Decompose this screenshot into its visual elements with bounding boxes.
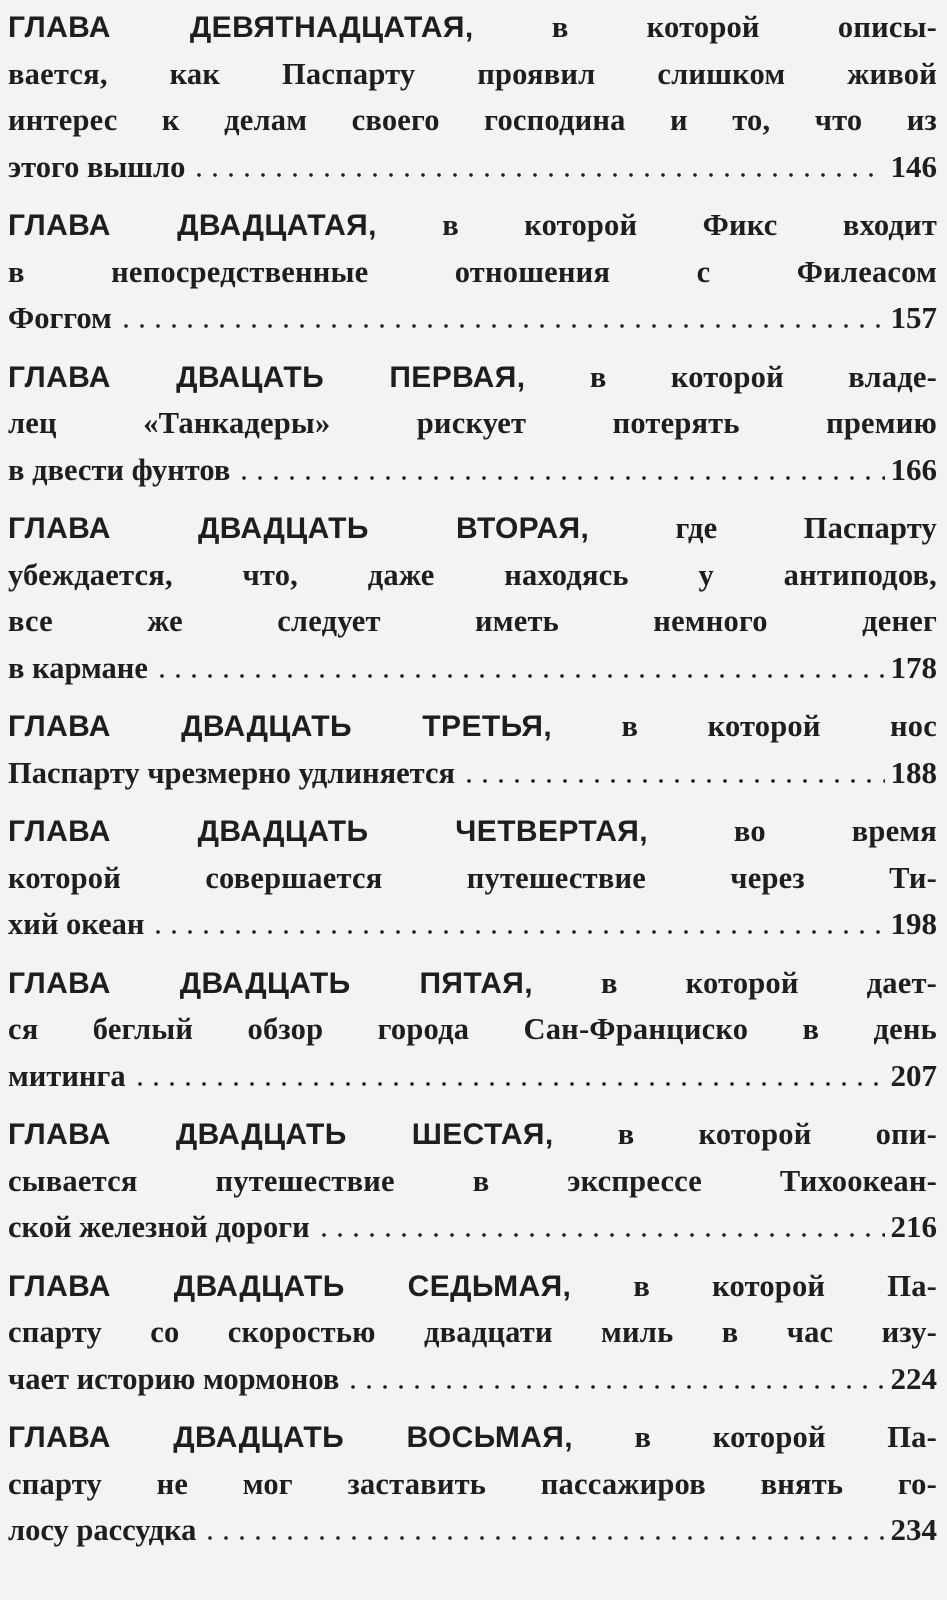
toc-entry-last-line: [8, 295, 937, 342]
chapter-description: во время: [733, 814, 937, 848]
chapter-description: в которой описы-: [551, 10, 937, 44]
dot-leader: [345, 1384, 884, 1390]
chapter-description: которой совершается путешествие через Ти-: [8, 860, 937, 895]
chapter-description: в которой Фикс входит: [442, 208, 937, 242]
chapter-description: в которой опи-: [617, 1117, 937, 1151]
page-number[interactable]: 146: [890, 148, 937, 184]
chapter-description: ся беглый обзор города Сан-Франциско в день: [8, 1012, 937, 1046]
chapter-description-line: [8, 1461, 937, 1508]
toc-entry-first-line: [8, 1414, 937, 1461]
chapter-description-line: [8, 97, 937, 144]
toc-entry-first-line: [8, 960, 937, 1007]
toc-entry-last-line: [8, 447, 937, 494]
chapter-description: в которой дает-: [600, 965, 937, 1000]
dot-leader: [202, 1535, 884, 1541]
chapter-description: ской железной дороги: [8, 1210, 310, 1244]
chapter-description: в которой Па-: [633, 1268, 937, 1303]
dot-leader: [132, 1081, 885, 1087]
toc-entry-first-line: [8, 202, 937, 249]
chapter-description: вается, как Паспарту проявил слишком живой: [8, 56, 937, 91]
toc-entry-last-line: [8, 144, 937, 191]
toc-entry-first-line: [8, 354, 937, 401]
page-number[interactable]: 224: [890, 1360, 937, 1396]
page-number[interactable]: 207: [890, 1057, 937, 1093]
chapter-description: в которой владе-: [589, 359, 937, 394]
toc-entry-last-line: [8, 1507, 937, 1554]
chapter-heading: ГЛАВА ДВАДЦАТЬ ШЕСТАЯ,: [8, 1118, 554, 1151]
toc-entry[interactable]: [8, 703, 937, 796]
toc-entry[interactable]: [8, 202, 937, 342]
chapter-heading: ГЛАВА ДВАДЦАТАЯ,: [8, 209, 377, 242]
chapter-description: спарту со скоростью двадцати миль в час изу-: [8, 1315, 937, 1349]
toc-entry-first-line: [8, 505, 937, 552]
toc-entry-last-line: [8, 1356, 937, 1403]
dot-leader: [316, 1232, 885, 1238]
dot-leader: [154, 673, 885, 679]
chapter-description: интерес к делам своего господина и то, что из: [8, 103, 937, 137]
chapter-description-line: [8, 855, 937, 902]
dot-leader: [118, 323, 885, 329]
toc-entry-last-line: [8, 750, 937, 797]
chapter-heading: ГЛАВА ДВАДЦАТЬ СЕДЬМАЯ,: [8, 1269, 572, 1303]
chapter-description: митинга: [8, 1058, 126, 1093]
chapter-description: все же следует иметь немного денег: [8, 604, 937, 638]
dot-leader: [236, 475, 884, 481]
toc-entry-first-line: [8, 703, 937, 750]
chapter-description: в двести фунтов: [8, 452, 231, 487]
toc-entry-last-line: [8, 1053, 937, 1100]
chapter-heading: ГЛАВА ДВАДЦАТЬ ВОСЬМАЯ,: [8, 1421, 574, 1454]
chapter-description: в которой нос: [621, 709, 937, 743]
page-number[interactable]: 157: [890, 300, 937, 335]
chapter-heading: ГЛАВА ДЕВЯТНАДЦАТАЯ,: [8, 11, 474, 44]
page-number[interactable]: 188: [890, 754, 937, 790]
toc-entry-first-line: [8, 4, 937, 51]
toc-entry-last-line: [8, 645, 937, 692]
chapter-description: чает историю мормонов: [8, 1361, 340, 1396]
page-number[interactable]: 166: [890, 451, 937, 487]
chapter-heading: ГЛАВА ДВАДЦАТЬ ТРЕТЬЯ,: [8, 710, 553, 743]
chapter-description: сывается путешествие в экспрессе Тихоокеан-: [8, 1163, 937, 1198]
toc-entry[interactable]: [8, 4, 937, 190]
chapter-description-line: [8, 1006, 937, 1053]
chapter-heading: ГЛАВА ДВАДЦАТЬ ВТОРАЯ,: [8, 512, 590, 545]
chapter-description-line: [8, 598, 937, 645]
chapter-description: в непосредственные отношения с Филеасом: [8, 254, 937, 289]
chapter-description: спарту не мог заставить пассажиров внять го-: [8, 1466, 937, 1501]
chapter-description: Фоггом: [8, 301, 112, 335]
chapter-description-line: [8, 1309, 937, 1356]
dot-leader: [191, 172, 884, 178]
chapter-description: убеждается, что, даже находясь у антиподов,: [8, 557, 937, 592]
toc-entry[interactable]: [8, 960, 937, 1100]
page-number[interactable]: 198: [890, 906, 937, 941]
toc-entry-last-line: [8, 901, 937, 948]
toc-entry[interactable]: [8, 1263, 937, 1403]
toc-entry-first-line: [8, 808, 937, 855]
chapter-description-line: [8, 400, 937, 447]
dot-leader: [461, 778, 884, 784]
toc-entry[interactable]: [8, 505, 937, 691]
chapter-description: лец «Танкадеры» рискует потерять премию: [8, 406, 937, 440]
toc-entry[interactable]: [8, 354, 937, 494]
chapter-description-line: [8, 552, 937, 599]
chapter-heading: ГЛАВА ДВАДЦАТЬ ПЯТАЯ,: [8, 966, 533, 1000]
chapter-description-line: [8, 249, 937, 296]
chapter-description-line: [8, 1158, 937, 1205]
chapter-description: в которой Па-: [634, 1420, 937, 1454]
chapter-heading: ГЛАВА ДВАЦАТЬ ПЕРВАЯ,: [8, 360, 526, 394]
chapter-description: хий океан: [8, 907, 145, 941]
toc-entry-first-line: [8, 1111, 937, 1158]
toc-list: [8, 4, 937, 1554]
chapter-heading: ГЛАВА ДВАДЦАТЬ ЧЕТВЕРТАЯ,: [8, 815, 649, 848]
chapter-description-line: [8, 51, 937, 98]
page-number[interactable]: 216: [890, 1209, 937, 1244]
chapter-description: Паспарту чрезмерно удлиняется: [8, 755, 456, 790]
toc-entry-last-line: [8, 1204, 937, 1251]
toc-entry-first-line: [8, 1263, 937, 1310]
page-number[interactable]: 234: [890, 1512, 937, 1547]
toc-entry[interactable]: [8, 808, 937, 948]
chapter-description: лосу рассудка: [8, 1513, 197, 1547]
dot-leader: [150, 929, 884, 935]
page-number[interactable]: 178: [890, 649, 937, 685]
toc-entry[interactable]: [8, 1414, 937, 1554]
chapter-description: где Паспарту: [675, 511, 937, 545]
chapter-description: в кармане: [8, 650, 148, 685]
toc-entry[interactable]: [8, 1111, 937, 1251]
chapter-description: этого вышло: [8, 149, 186, 184]
